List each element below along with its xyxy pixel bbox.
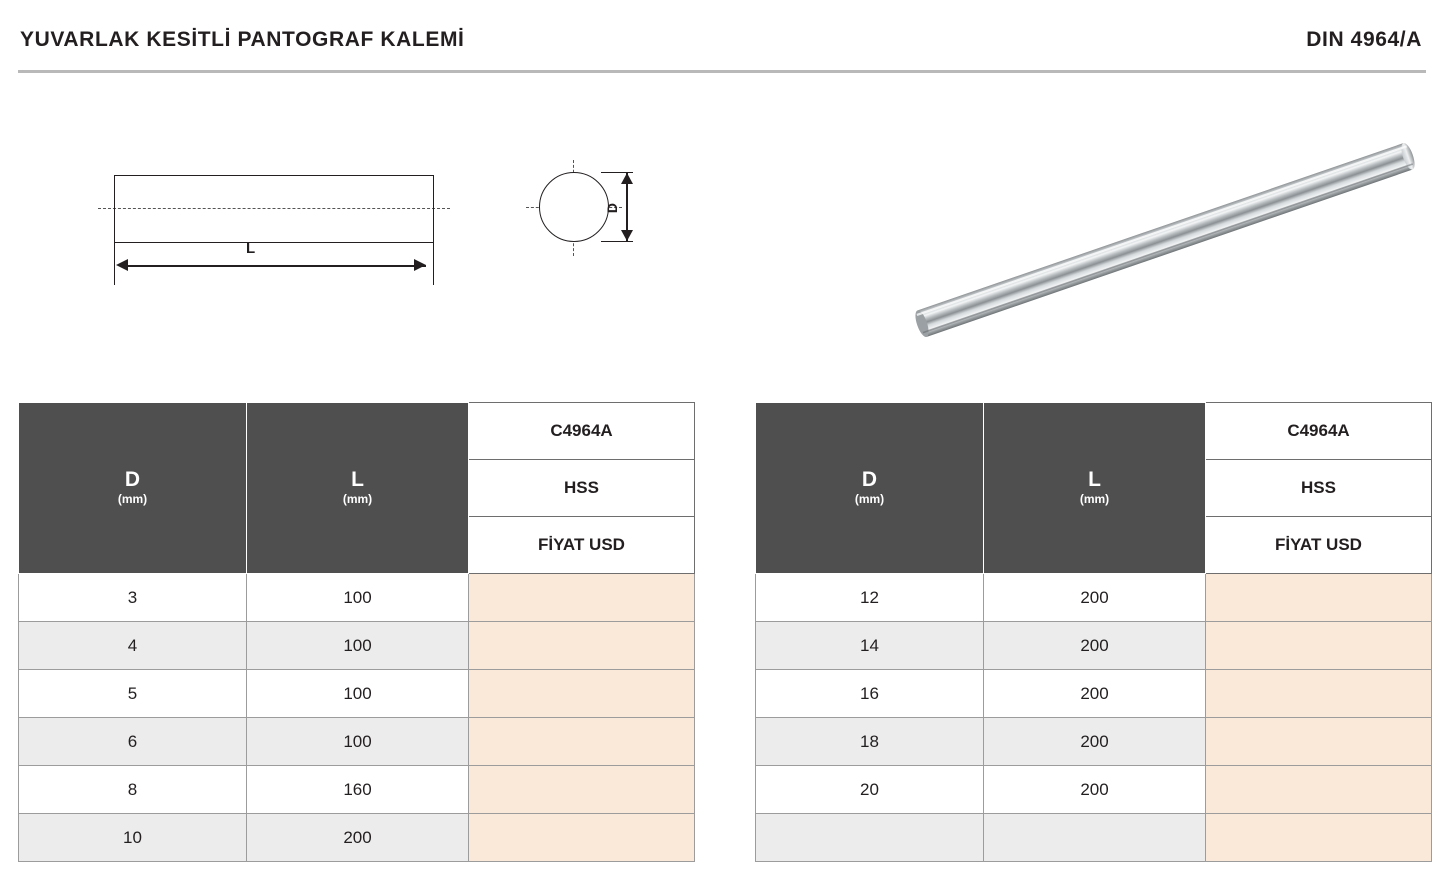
side-view-outline: [114, 175, 434, 243]
cell-price[interactable]: [469, 670, 695, 718]
table-row: [756, 622, 1432, 670]
arrow-down-icon: [621, 230, 633, 241]
standard-code: DIN 4964/A: [1306, 28, 1422, 51]
cell-diameter: 12: [756, 574, 984, 622]
header-cell-diameter: D (mm): [756, 403, 984, 574]
cell-diameter: 3: [19, 574, 247, 622]
cell-diameter: 14: [756, 622, 984, 670]
table-row: [19, 622, 695, 670]
header-divider: [18, 70, 1426, 73]
spec-table-right: [755, 402, 1432, 862]
header-cell-product-code: C4964A: [1206, 403, 1432, 460]
table-row: [756, 766, 1432, 814]
cell-diameter: 20: [756, 766, 984, 814]
table-row: [756, 574, 1432, 622]
header-cell-length: L (mm): [984, 403, 1206, 574]
length-dimension-line: [122, 265, 426, 267]
cell-length: 100: [247, 670, 469, 718]
cell-diameter: 5: [19, 670, 247, 718]
arrow-up-icon: [621, 173, 633, 184]
header-cell-length: L (mm): [247, 403, 469, 574]
page-header: [0, 0, 1444, 76]
cell-price[interactable]: [1206, 718, 1432, 766]
table-row: [756, 670, 1432, 718]
table-row: [19, 814, 695, 862]
cell-length: 200: [984, 622, 1206, 670]
header-cell-product-code: C4964A: [469, 403, 695, 460]
cell-length: 200: [247, 814, 469, 862]
cell-length: 200: [984, 670, 1206, 718]
header-cell-price: FİYAT USD: [469, 517, 695, 574]
spec-table-left-wrapper: [18, 402, 695, 862]
cell-length: 100: [247, 622, 469, 670]
cell-diameter: [756, 814, 984, 862]
spec-table-left: [18, 402, 695, 862]
header-cell-material: HSS: [469, 460, 695, 517]
product-photo: [900, 130, 1430, 350]
side-view-centerline-icon: [98, 208, 450, 209]
cell-diameter: 4: [19, 622, 247, 670]
cell-price[interactable]: [1206, 670, 1432, 718]
cell-price[interactable]: [1206, 574, 1432, 622]
cell-length: [984, 814, 1206, 862]
cell-length: 200: [984, 574, 1206, 622]
cell-length: 100: [247, 718, 469, 766]
table-header-row-code: [756, 403, 1432, 460]
cell-price[interactable]: [469, 622, 695, 670]
cross-section-circle: [539, 172, 609, 242]
table-row: [756, 718, 1432, 766]
cell-length: 100: [247, 574, 469, 622]
diameter-dimension-label: D: [604, 202, 621, 214]
cell-price[interactable]: [469, 814, 695, 862]
spec-table-right-wrapper: [755, 402, 1432, 862]
table-row: [756, 814, 1432, 862]
header-cell-material: HSS: [1206, 460, 1432, 517]
header-cell-diameter: D (mm): [19, 403, 247, 574]
cell-price[interactable]: [1206, 766, 1432, 814]
cell-length: 160: [247, 766, 469, 814]
cell-diameter: 6: [19, 718, 247, 766]
header-cell-price: FİYAT USD: [1206, 517, 1432, 574]
cell-diameter: 10: [19, 814, 247, 862]
cell-price[interactable]: [469, 574, 695, 622]
product-photo-image: [900, 130, 1430, 350]
cell-price[interactable]: [1206, 814, 1432, 862]
cell-diameter: 16: [756, 670, 984, 718]
cell-price[interactable]: [469, 766, 695, 814]
arrow-left-icon: [116, 259, 128, 271]
technical-drawing: [0, 120, 740, 320]
table-row: [19, 718, 695, 766]
cell-diameter: 18: [756, 718, 984, 766]
table-row: [19, 670, 695, 718]
cell-price[interactable]: [1206, 622, 1432, 670]
cell-diameter: 8: [19, 766, 247, 814]
diameter-extension-bottom: [601, 241, 633, 242]
table-row: [19, 766, 695, 814]
table-row: [19, 574, 695, 622]
arrow-right-icon: [414, 259, 426, 271]
cell-length: 200: [984, 766, 1206, 814]
table-header-row-code: [19, 403, 695, 460]
cell-length: 200: [984, 718, 1206, 766]
cell-price[interactable]: [469, 718, 695, 766]
length-dimension-label: L: [246, 240, 256, 257]
extension-line-right: [433, 175, 434, 285]
page-title: YUVARLAK KESİTLİ PANTOGRAF KALEMİ: [20, 28, 465, 51]
